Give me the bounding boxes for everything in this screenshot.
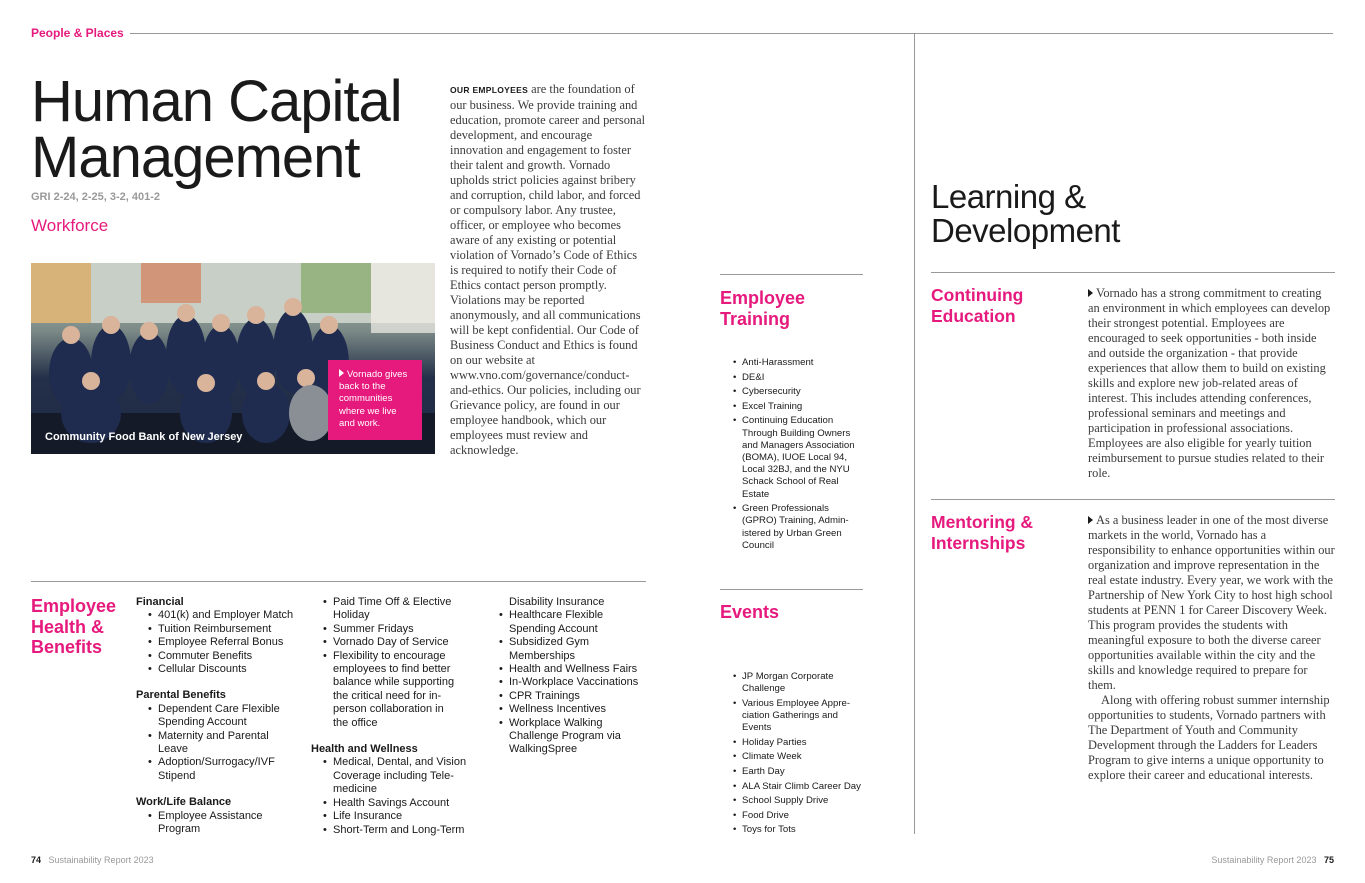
triangle-marker-icon — [1088, 516, 1093, 524]
list-item: • Earth Day — [720, 766, 868, 778]
gri-reference: GRI 2-24, 2-25, 3-2, 401-2 — [31, 191, 161, 203]
list-item: • Adoption/Surrogacy/IVF Stipend — [136, 756, 286, 783]
parental-list — [136, 703, 286, 783]
list-item: • Medical, Dental, and Vision Coverage including Tele-medicine — [311, 756, 471, 796]
list-item: • Health and Wellness Fairs — [487, 663, 647, 676]
footer-left — [31, 855, 154, 865]
mentoring-paragraph — [1088, 513, 1336, 783]
title-line-1: Human Capital — [31, 69, 402, 134]
worklife-list — [136, 810, 276, 837]
list-item: • Continuing Education Through Building Owners and Managers Association (BOMA), IUOE Local 94, Local 32BJ, and the NYU Schack School of Real Estate — [720, 415, 865, 500]
list-item: • ALA Stair Climb Career Day — [720, 781, 868, 793]
list-item: • Workplace Walking Challenge Program via WalkingSpree — [487, 717, 647, 757]
list-item: • School Supply Drive — [720, 795, 868, 807]
list-item: • Cybersecurity — [720, 386, 865, 398]
health-list — [311, 756, 471, 836]
list-item: • Health Savings Account — [311, 797, 471, 810]
list-item: • Excel Training — [720, 401, 865, 413]
list-item: • Short-Term and Long-Term — [311, 824, 471, 837]
intro-paragraph — [450, 82, 646, 458]
triangle-marker-icon — [339, 369, 344, 377]
title-line-2: Management — [31, 125, 360, 190]
list-item: • Healthcare Flexible Spending Account — [487, 609, 647, 636]
header-divider — [130, 33, 1333, 34]
list-item: • Wellness Incentives — [487, 703, 647, 716]
list-item: • Employee Assistance Program — [136, 810, 276, 837]
list-item: • Anti-Harassment — [720, 357, 865, 369]
health-title: Health and Wellness — [311, 743, 418, 756]
page-number: 75 — [1323, 855, 1334, 865]
benefits-column-2 — [311, 596, 471, 837]
callout-text: Vornado gives back to the communities where we live and work. — [339, 369, 408, 429]
learning-development-title — [931, 180, 1120, 247]
list-item: • Toys for Tots — [720, 824, 868, 836]
workforce-subtitle: Workforce — [31, 216, 109, 235]
list-item: • Paid Time Off & Elective Holiday — [311, 596, 471, 623]
health-list-continued — [487, 609, 647, 756]
page-title — [31, 69, 402, 190]
parental-title: Parental Benefits — [136, 689, 226, 702]
list-item: • Food Drive — [720, 810, 868, 822]
events-divider — [720, 589, 863, 590]
worklife-list-continued — [311, 596, 471, 730]
list-item: • Climate Week — [720, 751, 868, 763]
list-item: • JP Morgan Corporate Challenge — [720, 671, 868, 695]
mentoring-heading: Mentoring & Internships — [931, 512, 1034, 553]
mentoring-text-2: Along with offering robust summer internship opportunities to students, Vornado partners with The Department of Youth and Community Development through the Ladders for Leaders Program to give interns a unique opportunity to explore their career and educational interests. — [1088, 693, 1330, 782]
events-list — [720, 671, 868, 839]
mentoring-text-1: As a business leader in one of the most diverse markets in the world, Vornado has a responsibility to enhance opportunities within our organization and improve representation in the real estate industry. Every year, we work with the Partnership of New York City to host high school students at PENN 1 for Career Discovery Week. This program provides the students with meaningful exposure to both the diverse career opportunities available within the city and the skills and knowledge required to prepare for them. — [1088, 513, 1335, 692]
benefits-divider — [31, 581, 646, 582]
list-item: • Life Insurance — [311, 810, 471, 823]
list-item: • Maternity and Parental Leave — [136, 730, 286, 757]
benefits-column-3 — [487, 596, 647, 757]
list-item: • Tuition Reimbursement — [136, 623, 301, 636]
continuing-divider — [931, 272, 1335, 273]
list-item: • Holiday Parties — [720, 737, 868, 749]
list-item: • Various Employee Appre-ciation Gatherings and Events — [720, 698, 868, 735]
list-item: • Green Professionals (GPRO) Training, Admin-istered by Urban Green Council — [720, 503, 865, 552]
photo-callout — [328, 360, 422, 440]
training-list — [720, 357, 865, 554]
list-item: • Summer Fridays — [311, 623, 471, 636]
footer-right — [1211, 855, 1334, 865]
events-heading: Events — [720, 602, 780, 622]
list-item: • Dependent Care Flexible Spending Account — [136, 703, 286, 730]
triangle-marker-icon — [1088, 289, 1093, 297]
title-line-2: Development — [931, 211, 1120, 249]
title-line-1: Learning & — [931, 178, 1086, 215]
photo-caption: Community Food Bank of New Jersey — [45, 431, 243, 443]
financial-list — [136, 609, 301, 676]
training-heading: Employee Training — [720, 288, 806, 329]
list-item: • DE&I — [720, 372, 865, 384]
list-item-continued: Disability Insurance — [509, 596, 605, 608]
list-item: • CPR Trainings — [487, 690, 647, 703]
intro-lead: OUR EMPLOYEES — [450, 85, 529, 95]
list-item: • Employee Referral Bonus — [136, 636, 301, 649]
list-item: • 401(k) and Employer Match — [136, 609, 301, 622]
page-divider — [914, 34, 915, 834]
mentoring-divider — [931, 499, 1335, 500]
training-divider — [720, 274, 863, 275]
worklife-title: Work/Life Balance — [136, 796, 232, 809]
mentoring-paragraph-1 — [1088, 513, 1336, 693]
report-name: Sustainability Report 2023 — [1211, 855, 1317, 865]
continuing-heading: Continuing Education — [931, 285, 1024, 326]
benefits-heading: Employee Health & Benefits — [31, 596, 117, 657]
section-tag: People & Places — [31, 26, 124, 40]
list-item: • Commuter Benefits — [136, 650, 301, 663]
financial-title: Financial — [136, 596, 184, 608]
benefits-column-1 — [136, 596, 301, 837]
list-item: • In-Workplace Vaccinations — [487, 676, 647, 689]
list-item: • Subsidized Gym Memberships — [487, 636, 647, 663]
list-item: • Vornado Day of Service — [311, 636, 471, 649]
page-number: 74 — [31, 855, 42, 865]
list-item: • Cellular Discounts — [136, 663, 301, 676]
list-item: • Flexibility to encourage employees to find better balance while supporting the critical need for in-person collaboration in the office — [311, 650, 461, 730]
report-name: Sustainability Report 2023 — [48, 855, 154, 865]
continuing-paragraph — [1088, 286, 1334, 481]
continuing-text: Vornado has a strong commitment to creating an environment in which employees can develop their strongest potential. Employees are encouraged to seek opportunities - both inside and outside the organization - that provide experiences that allow them to build on existing skills and explore new job-related areas of interest. This includes attending conferences, professional seminars and meetings and participation in professional associations. Employees are also eligible for yearly tuition reimbursement to pursue studies related to their role. — [1088, 286, 1331, 480]
intro-text: are the foundation of our business. We provide training and education, promote career and personal development, and encourage innovation and engagement to foster their talent and growth. Vornado upholds strict policies against bribery and corruption, child labor, and forced or compulsory labor. Any trustee, officer, or employee who becomes aware of any existing or potential violation of Vornado’s Code of Ethics is required to notify their Code of Ethics contact person promptly. Violations may be reported anonymously, and all communications will be kept confidential. Our Code of Business Conduct and Ethics is found on our website at www.vno.com/governance/conduct-and-ethics. Our policies, including our Grievance policy, are found in our employee handbook, which our employees must review and acknowledge. — [450, 82, 646, 457]
